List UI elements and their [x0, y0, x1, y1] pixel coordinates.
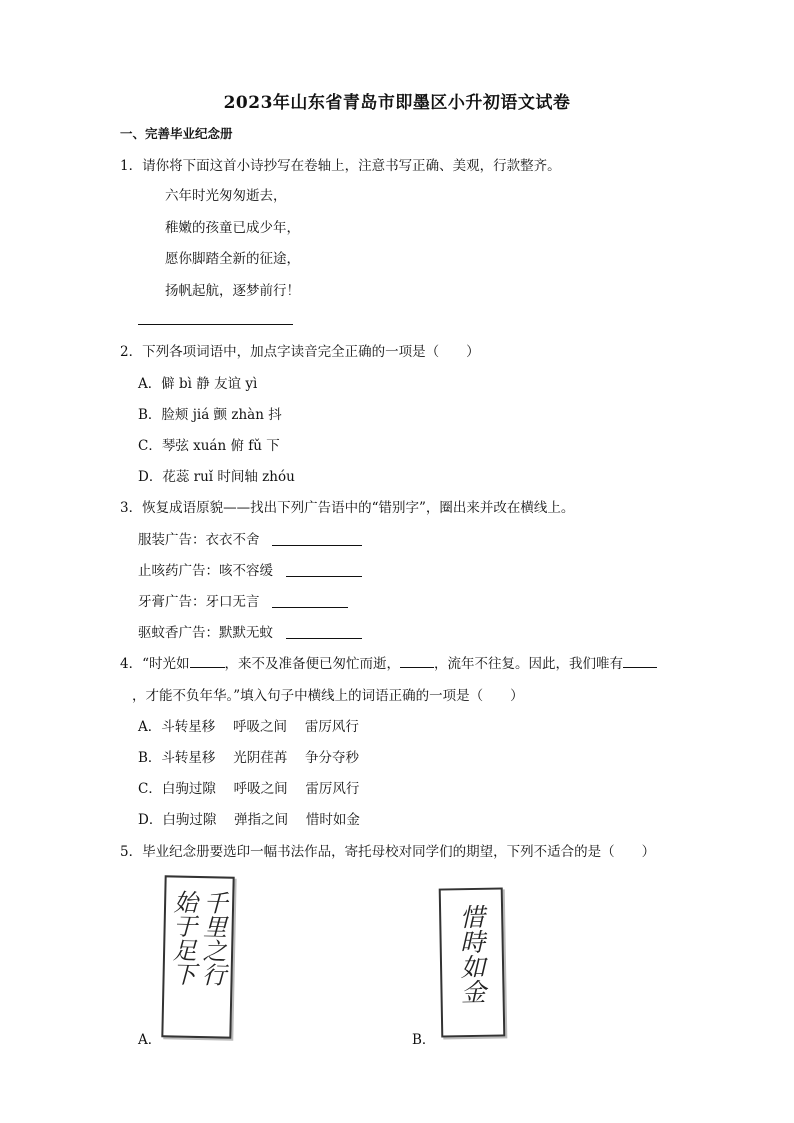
- poem-line-3: 愿你脚踏全新的征途，: [165, 251, 300, 267]
- q2-option-a[interactable]: A．僻 bì 静 友谊 yì: [138, 376, 258, 392]
- q2-option-c[interactable]: C．琴弦 xuán 俯 fǔ 下: [138, 438, 280, 454]
- q4-blank-3[interactable]: [623, 655, 657, 668]
- q3-answer-line-1[interactable]: [272, 545, 362, 546]
- q3-stem: 3．恢复成语原貌——找出下列广告语中的“错别字”，圈出来并改在横线上。: [120, 500, 575, 516]
- q3-item-3: 牙膏广告：牙口无言: [138, 594, 260, 610]
- q4-blank-2[interactable]: [400, 655, 434, 668]
- q4-blank-1[interactable]: [190, 655, 225, 668]
- q3-answer-line-4[interactable]: [286, 638, 362, 639]
- q2-option-d[interactable]: D．花蕊 ruǐ 时间轴 zhóu: [138, 469, 295, 485]
- poem-line-2: 稚嫩的孩童已成少年，: [165, 220, 300, 236]
- q1-answer-line[interactable]: [138, 324, 293, 325]
- q3-answer-line-3[interactable]: [272, 607, 348, 608]
- calligraphy-scroll-b[interactable]: [439, 887, 506, 1037]
- q5-option-a-label[interactable]: A．: [138, 1032, 162, 1048]
- q3-item-1: 服装广告：衣衣不舍: [138, 532, 260, 548]
- calligraphy-b-column: 惜時如金: [455, 903, 487, 1005]
- q4-option-c[interactable]: C．白驹过隙 呼吸之间 雷厉风行: [138, 781, 360, 797]
- q4-stem-line1: [120, 655, 657, 673]
- q4-option-d[interactable]: D．白驹过隙 弹指之间 惜时如金: [138, 812, 360, 828]
- calligraphy-a-column-1: 千里之行: [197, 890, 228, 987]
- q4-stem-part-a: 4．“时光如: [120, 656, 190, 672]
- q3-answer-line-2[interactable]: [286, 576, 362, 577]
- q4-stem-part-b: ，来不及准备便已匆忙而逝，: [224, 656, 400, 672]
- q5-option-b-label[interactable]: B．: [412, 1032, 436, 1048]
- q1-stem: 1．请你将下面这首小诗抄写在卷轴上，注意书写正确、美观，行款整齐。: [120, 158, 561, 174]
- q4-stem-part-c: ，流年不往复。因此，我们唯有: [434, 656, 623, 672]
- exam-title: 2023年山东省青岛市即墨区小升初语文试卷: [223, 93, 571, 113]
- q3-item-2: 止咳药广告：咳不容缓: [138, 563, 273, 579]
- q3-item-4: 驱蚊香广告：默默无蚊: [138, 625, 273, 641]
- q2-option-b[interactable]: B．脸颊 jiá 颤 zhàn 抖: [138, 407, 282, 423]
- q4-option-b[interactable]: B．斗转星移 光阴荏苒 争分夺秒: [138, 750, 360, 766]
- poem-line-4: 扬帆起航，逐梦前行！: [165, 283, 300, 299]
- q2-stem: 2．下列各项词语中，加点字读音完全正确的一项是（ ）: [120, 344, 480, 360]
- section-heading: 一、完善毕业纪念册: [120, 126, 233, 141]
- calligraphy-a-column-2: 始于足下: [167, 889, 198, 986]
- poem-line-1: 六年时光匆匆逝去，: [165, 188, 287, 204]
- calligraphy-scroll-a[interactable]: [161, 875, 234, 1038]
- q4-option-a[interactable]: A．斗转星移 呼吸之间 雷厉风行: [138, 719, 359, 735]
- q5-stem: 5．毕业纪念册要选印一幅书法作品，寄托母校对同学们的期望，下列不适合的是（ ）: [120, 844, 656, 860]
- q4-stem-line2: ，才能不负年华。”填入句子中横线上的词语正确的一项是（ ）: [132, 688, 524, 704]
